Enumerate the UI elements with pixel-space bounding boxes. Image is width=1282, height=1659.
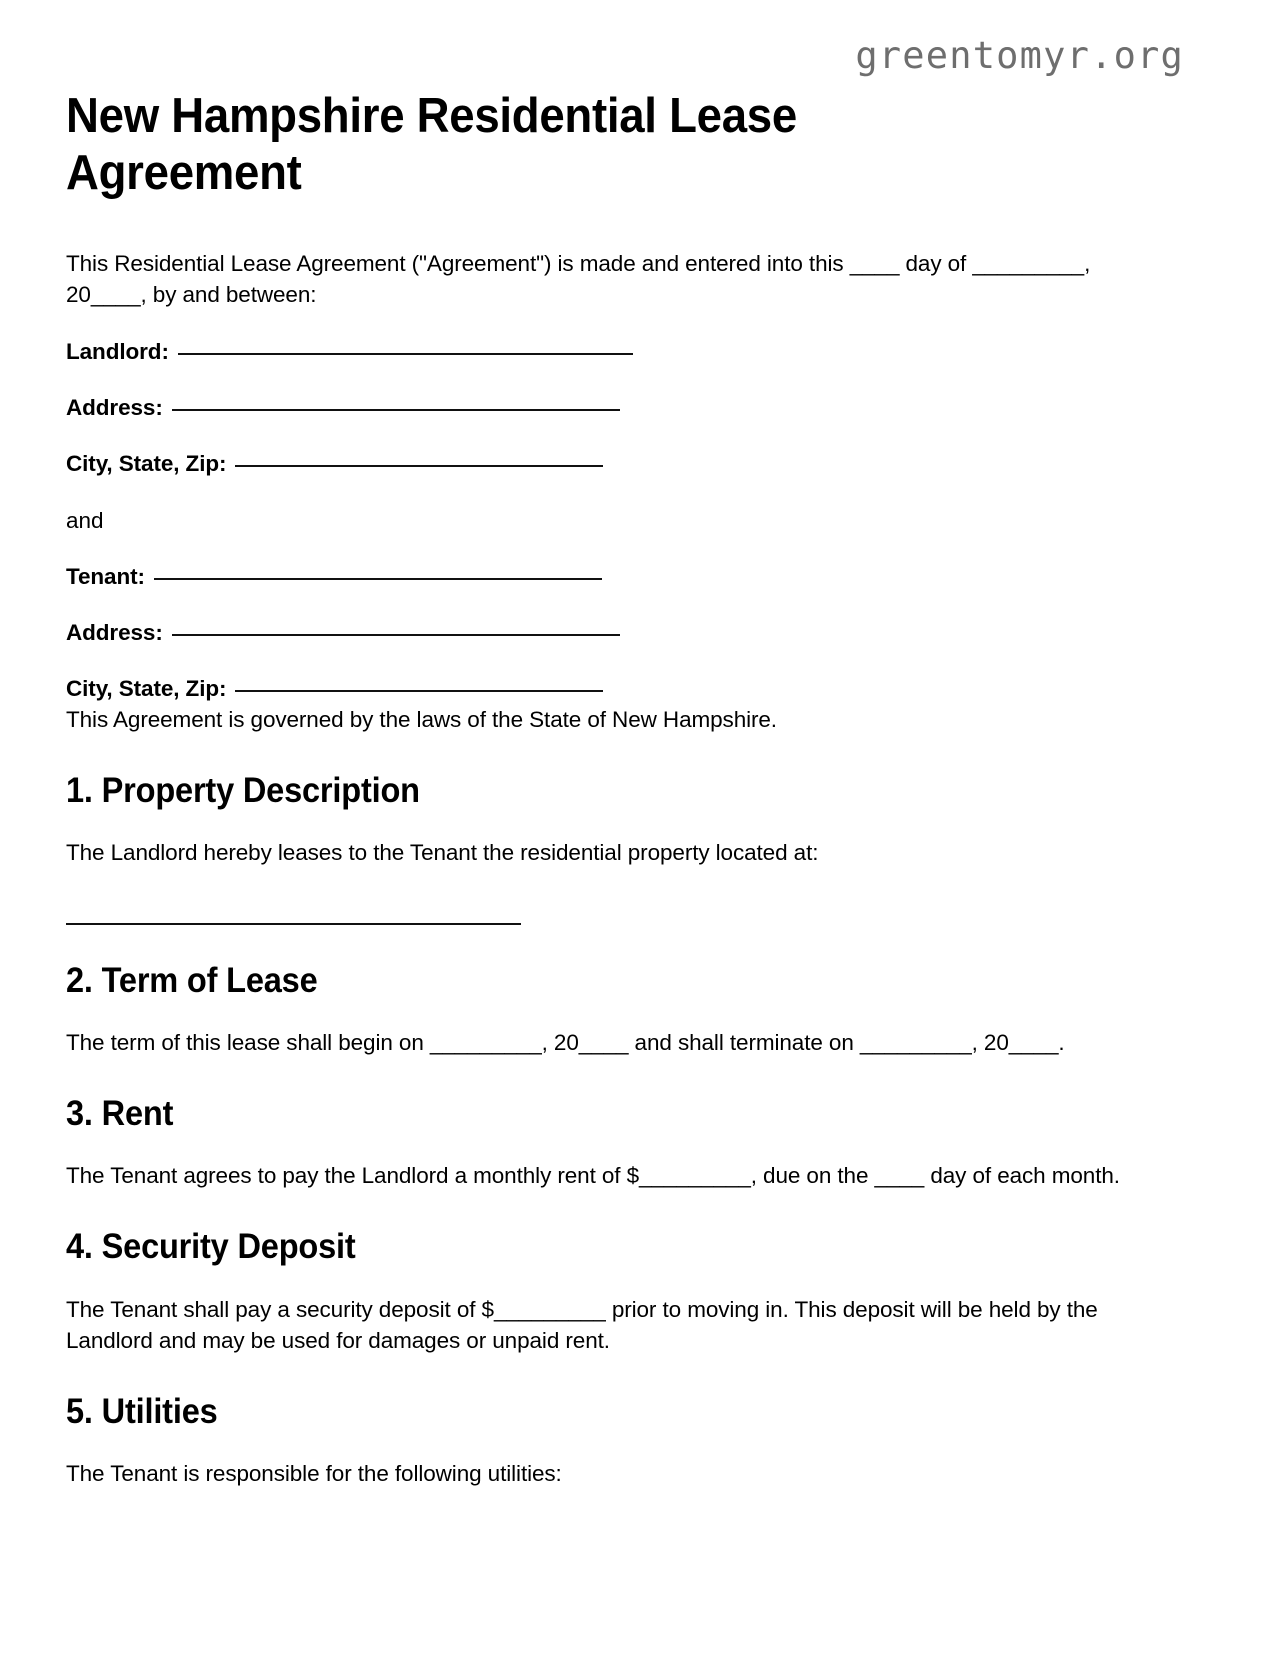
tenant-input-rule[interactable] xyxy=(154,578,602,580)
field-row-landlord-address xyxy=(66,393,1156,422)
section-3-body: The Tenant agrees to pay the Landlord a monthly rent of $_________, due on the ____ day of each month. xyxy=(66,1163,1120,1189)
landlord-input-rule[interactable] xyxy=(178,353,633,355)
tenant-address-label: Address: xyxy=(66,620,163,645)
field-row-tenant-city xyxy=(66,674,1156,703)
field-row-tenant xyxy=(66,562,1156,591)
parties-separator-text: and xyxy=(66,507,104,533)
tenant-label: Tenant: xyxy=(66,563,145,589)
section-3-heading: 3. Rent xyxy=(66,1094,174,1134)
section-4-body: The Tenant shall pay a security deposit of $_________ prior to moving in. This deposit will be held by the Landlord and may be used for damages or unpaid rent. xyxy=(66,1296,1098,1353)
parties-separator xyxy=(66,506,1156,535)
field-row-tenant-address xyxy=(66,618,1156,647)
document-content xyxy=(66,0,1156,1489)
tenant-city-input-rule[interactable] xyxy=(235,690,603,692)
site-watermark: greentomyr.org xyxy=(855,34,1184,77)
landlord-city-input-rule[interactable] xyxy=(235,465,603,467)
property-address-input-rule[interactable] xyxy=(66,923,521,925)
section-5-heading: 5. Utilities xyxy=(66,1391,218,1431)
landlord-city-label: City, State, Zip: xyxy=(66,451,227,477)
section-1-heading: 1. Property Description xyxy=(66,770,420,810)
page-title: New Hampshire Residential Lease Agreement xyxy=(66,89,797,200)
intro-paragraph: This Residential Lease Agreement ("Agreement") is made and entered into this ____ day of _________, 20____, by and between: xyxy=(66,250,1091,307)
section-4-heading: 4. Security Deposit xyxy=(66,1227,356,1267)
section-property-description xyxy=(66,771,1156,925)
tenant-address-input-rule[interactable] xyxy=(172,634,620,636)
section-1-body: The Landlord hereby leases to the Tenant the residential property located at: xyxy=(66,839,819,865)
section-security-deposit xyxy=(66,1227,1156,1355)
governing-law-text: This Agreement is governed by the laws of the State of New Hampshire. xyxy=(66,706,777,732)
section-2-heading: 2. Term of Lease xyxy=(66,960,318,1000)
landlord-label: Landlord: xyxy=(66,338,169,364)
section-term-of-lease xyxy=(66,961,1156,1058)
intro-paragraph-block xyxy=(66,248,1156,310)
field-row-landlord xyxy=(66,337,1156,366)
section-utilities xyxy=(66,1392,1156,1489)
section-5-body: The Tenant is responsible for the following utilities: xyxy=(66,1461,562,1487)
field-row-landlord-city xyxy=(66,449,1156,478)
tenant-city-label: City, State, Zip: xyxy=(66,676,227,702)
section-rent xyxy=(66,1094,1156,1191)
section-2-body: The term of this lease shall begin on _________, 20____ and shall terminate on _________, 20____. xyxy=(66,1030,1065,1056)
landlord-address-label: Address: xyxy=(66,395,163,420)
landlord-address-input-rule[interactable] xyxy=(172,409,620,411)
